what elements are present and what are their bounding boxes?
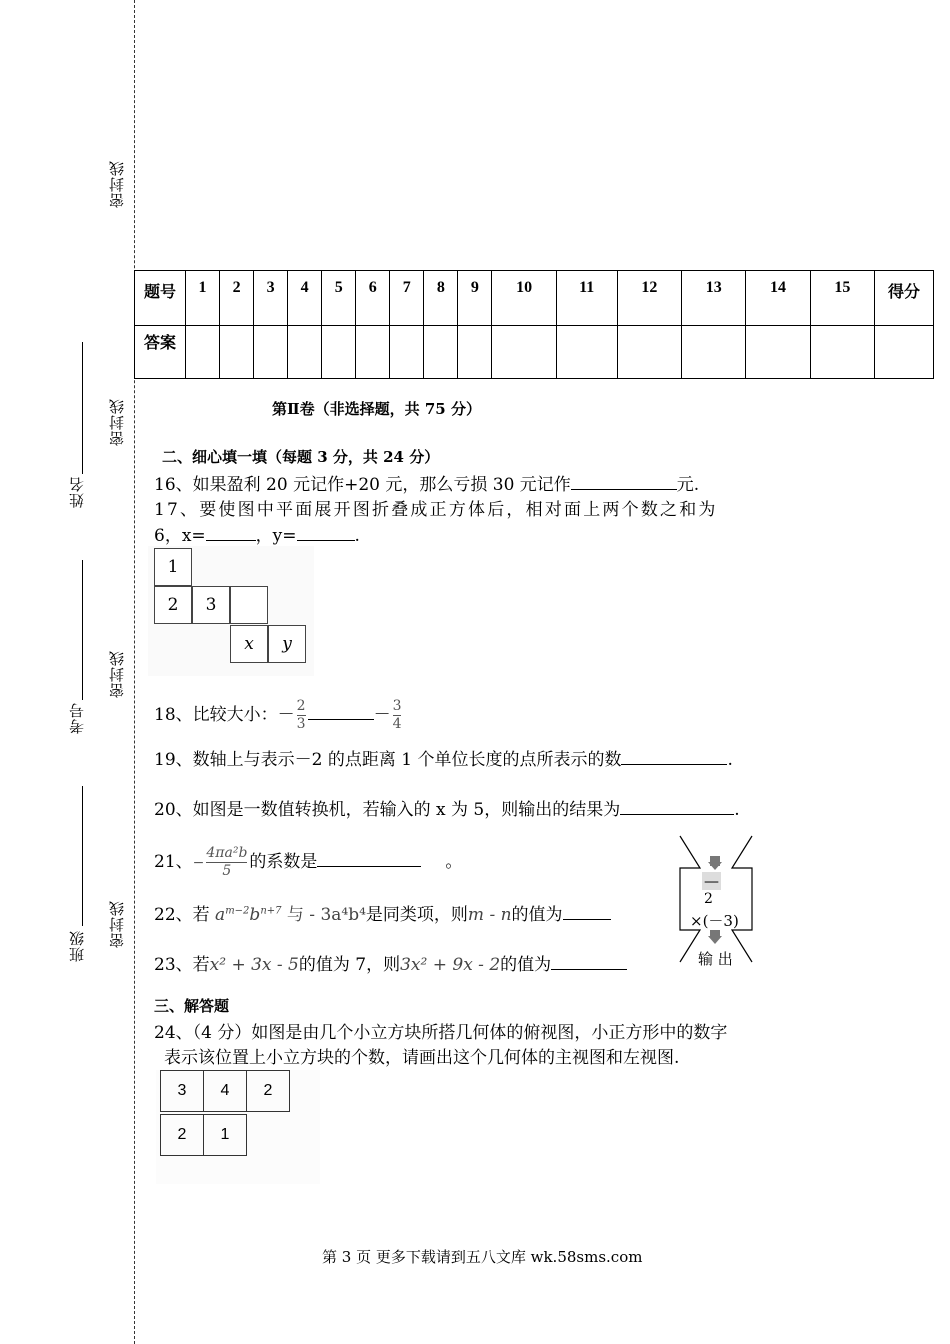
answer-cell[interactable] bbox=[682, 326, 746, 379]
q23-expr-2: 3x² + 9x - 2 bbox=[400, 955, 501, 975]
fraction-numerator: 3 bbox=[392, 698, 402, 714]
page-footer: 第 3 页 更多下载请到五八文库 wk.58sms.com bbox=[322, 1248, 643, 1266]
question-number-cell: 10 bbox=[492, 271, 556, 326]
top-view-figure bbox=[156, 1070, 320, 1184]
seal-line-label: 密封线 bbox=[108, 900, 126, 948]
top-view-cell: 2 bbox=[160, 1114, 204, 1156]
q22-expr-b: b bbox=[249, 905, 261, 925]
part2-title: 第Ⅱ卷（非选择题，共 75 分） bbox=[272, 400, 481, 418]
score-label-cell: 得分 bbox=[875, 271, 934, 326]
answer-cell[interactable] bbox=[390, 326, 424, 379]
header-label-cell: 题号 bbox=[135, 271, 186, 326]
question-18 bbox=[154, 698, 403, 733]
question-number-cell: 6 bbox=[356, 271, 390, 326]
net-cell: x bbox=[230, 625, 268, 663]
q21-answer-blank[interactable] bbox=[317, 849, 421, 867]
q19-text: 19、数轴上与表示－2 的点距离 1 个单位长度的点所表示的数 bbox=[154, 750, 622, 770]
q22-text2: 是同类项，则 bbox=[365, 905, 468, 925]
cube-net-figure bbox=[148, 546, 314, 676]
q22-prefix: 22、若 bbox=[154, 905, 210, 925]
q19-tail: . bbox=[727, 750, 733, 770]
question-number-cell: 13 bbox=[682, 271, 746, 326]
q18-fraction-1 bbox=[297, 698, 306, 733]
machine-minus: — bbox=[704, 872, 719, 890]
question-16 bbox=[154, 470, 699, 495]
question-22 bbox=[154, 900, 611, 925]
net-cell: 1 bbox=[154, 548, 192, 586]
q16-text: 16、如果盈利 20 元记作+20 元，那么亏损 30 元记作 bbox=[154, 475, 571, 495]
question-number-cell: 8 bbox=[424, 271, 458, 326]
question-number-cell: 15 bbox=[810, 271, 874, 326]
net-cell: 3 bbox=[192, 586, 230, 624]
q17-x-label: 6，x= bbox=[154, 526, 206, 546]
q17-y-blank[interactable] bbox=[297, 523, 355, 541]
q17-end: . bbox=[354, 526, 360, 546]
fraction-denominator: 4 bbox=[392, 716, 402, 732]
answer-table bbox=[134, 270, 934, 379]
q21-text: 的系数是 bbox=[249, 852, 318, 872]
question-23 bbox=[154, 950, 627, 975]
q21-fraction bbox=[206, 845, 247, 880]
answer-cell[interactable] bbox=[458, 326, 492, 379]
section3-title: 三、解答题 bbox=[154, 997, 230, 1015]
q18-fraction-2 bbox=[393, 698, 402, 733]
answer-cell[interactable] bbox=[556, 326, 617, 379]
name-label: 姓名 bbox=[68, 476, 86, 508]
question-17-line2 bbox=[154, 521, 360, 546]
q24-line1: 24、（4 分）如图是由几个小立方块所搭几何体的俯视图，小正方形中的数字 bbox=[154, 1023, 728, 1043]
q22-exp-2: n+7 bbox=[260, 905, 282, 917]
question-19 bbox=[154, 745, 733, 770]
section2-title: 二、细心填一填（每题 3 分，共 24 分） bbox=[162, 448, 440, 466]
score-cell[interactable] bbox=[875, 326, 934, 379]
net-cell: y bbox=[268, 625, 306, 663]
q17-x-blank[interactable] bbox=[206, 523, 256, 541]
answer-cell[interactable] bbox=[424, 326, 458, 379]
net-cell bbox=[230, 586, 268, 624]
q23-text3: 的值为 bbox=[500, 955, 552, 975]
q20-answer-blank[interactable] bbox=[620, 797, 734, 815]
q23-prefix: 23、若 bbox=[154, 955, 210, 975]
seal-line-label: 密封线 bbox=[108, 160, 126, 208]
q22-answer-blank[interactable] bbox=[563, 902, 611, 920]
q22-exp-1: m−2 bbox=[225, 905, 250, 917]
q17-y-label: ，y= bbox=[255, 526, 297, 546]
top-view-cell: 1 bbox=[203, 1114, 247, 1156]
answer-cell[interactable] bbox=[288, 326, 322, 379]
answer-cell[interactable] bbox=[746, 326, 810, 379]
q18-answer-blank[interactable] bbox=[308, 702, 374, 720]
machine-output-label: 输 出 bbox=[698, 950, 733, 968]
fraction-numerator: 4πa²b bbox=[206, 845, 248, 861]
answer-label-cell: 答案 bbox=[135, 326, 186, 379]
question-number-cell: 4 bbox=[288, 271, 322, 326]
q23-answer-blank[interactable] bbox=[551, 952, 627, 970]
question-number-cell: 1 bbox=[186, 271, 220, 326]
question-number-cell: 5 bbox=[322, 271, 356, 326]
question-21: 21、− $\frac{\text{4πa²b}}{5}$ 的系数是 。 bbox=[154, 845, 463, 879]
q20-text: 20、如图是一数值转换机，若输入的 x 为 5，则输出的结果为 bbox=[154, 800, 621, 820]
table-answer-row bbox=[135, 326, 934, 379]
question-number-cell: 12 bbox=[617, 271, 681, 326]
net-cell: 2 bbox=[154, 586, 192, 624]
q17-line1: 17、要使图中平面展开图折叠成正方体后，相对面上两个数之和为 bbox=[154, 500, 718, 520]
machine-times: ×(－3) bbox=[690, 912, 739, 930]
question-number-cell: 3 bbox=[254, 271, 288, 326]
q22-mn: m - n bbox=[467, 905, 512, 925]
q20-tail: . bbox=[734, 800, 740, 820]
top-view-cell: 2 bbox=[246, 1070, 290, 1112]
conversion-machine-figure bbox=[676, 834, 756, 974]
name-fill-line bbox=[82, 342, 83, 474]
question-number-cell: 14 bbox=[746, 271, 810, 326]
answer-cell[interactable] bbox=[356, 326, 390, 379]
table-header-row bbox=[135, 271, 934, 326]
question-number-cell: 7 bbox=[390, 271, 424, 326]
q18-minus: － bbox=[373, 705, 391, 725]
question-20 bbox=[154, 795, 740, 820]
q22-text3: 的值为 bbox=[511, 905, 563, 925]
answer-cell[interactable] bbox=[220, 326, 254, 379]
q23-expr-1: x² + 3x - 5 bbox=[209, 955, 299, 975]
answer-cell[interactable] bbox=[186, 326, 220, 379]
question-number-cell: 11 bbox=[556, 271, 617, 326]
question-number-cell: 9 bbox=[458, 271, 492, 326]
class-label: 班级 bbox=[68, 930, 86, 962]
top-view-cell: 3 bbox=[160, 1070, 204, 1112]
q16-tail: 元. bbox=[676, 475, 700, 495]
exam-number-fill-line bbox=[82, 560, 83, 700]
q22-mid: 与 - 3a⁴b⁴ bbox=[286, 905, 366, 925]
answer-cell[interactable] bbox=[322, 326, 356, 379]
seal-dashed-line bbox=[134, 0, 135, 1344]
machine-two: 2 bbox=[704, 891, 713, 907]
fraction-numerator: 2 bbox=[296, 698, 306, 714]
answer-cell[interactable] bbox=[492, 326, 556, 379]
answer-cell[interactable] bbox=[254, 326, 288, 379]
q21-prefix: 21、 bbox=[154, 852, 193, 872]
q21-tail: 。 bbox=[445, 852, 463, 872]
answer-cell[interactable] bbox=[617, 326, 681, 379]
top-view-cell: 4 bbox=[203, 1070, 247, 1112]
q24-line2: 表示该位置上小立方块的个数，请画出这个几何体的主视图和左视图. bbox=[164, 1048, 680, 1068]
question-number-cell: 2 bbox=[220, 271, 254, 326]
q16-answer-blank[interactable] bbox=[571, 472, 677, 490]
class-fill-line bbox=[82, 786, 83, 926]
fraction-denominator: 3 bbox=[296, 716, 306, 732]
q18-text: 18、比较大小：－ bbox=[154, 705, 295, 725]
exam-number-label: 考号 bbox=[68, 702, 86, 734]
seal-line-label: 密封线 bbox=[108, 398, 126, 446]
q22-expr-a: a bbox=[215, 905, 226, 925]
seal-line-label: 密封线 bbox=[108, 650, 126, 698]
q19-answer-blank[interactable] bbox=[621, 747, 727, 765]
q23-text2: 的值为 7，则 bbox=[298, 955, 401, 975]
fraction-denominator: 5 bbox=[222, 863, 232, 879]
answer-cell[interactable] bbox=[810, 326, 874, 379]
